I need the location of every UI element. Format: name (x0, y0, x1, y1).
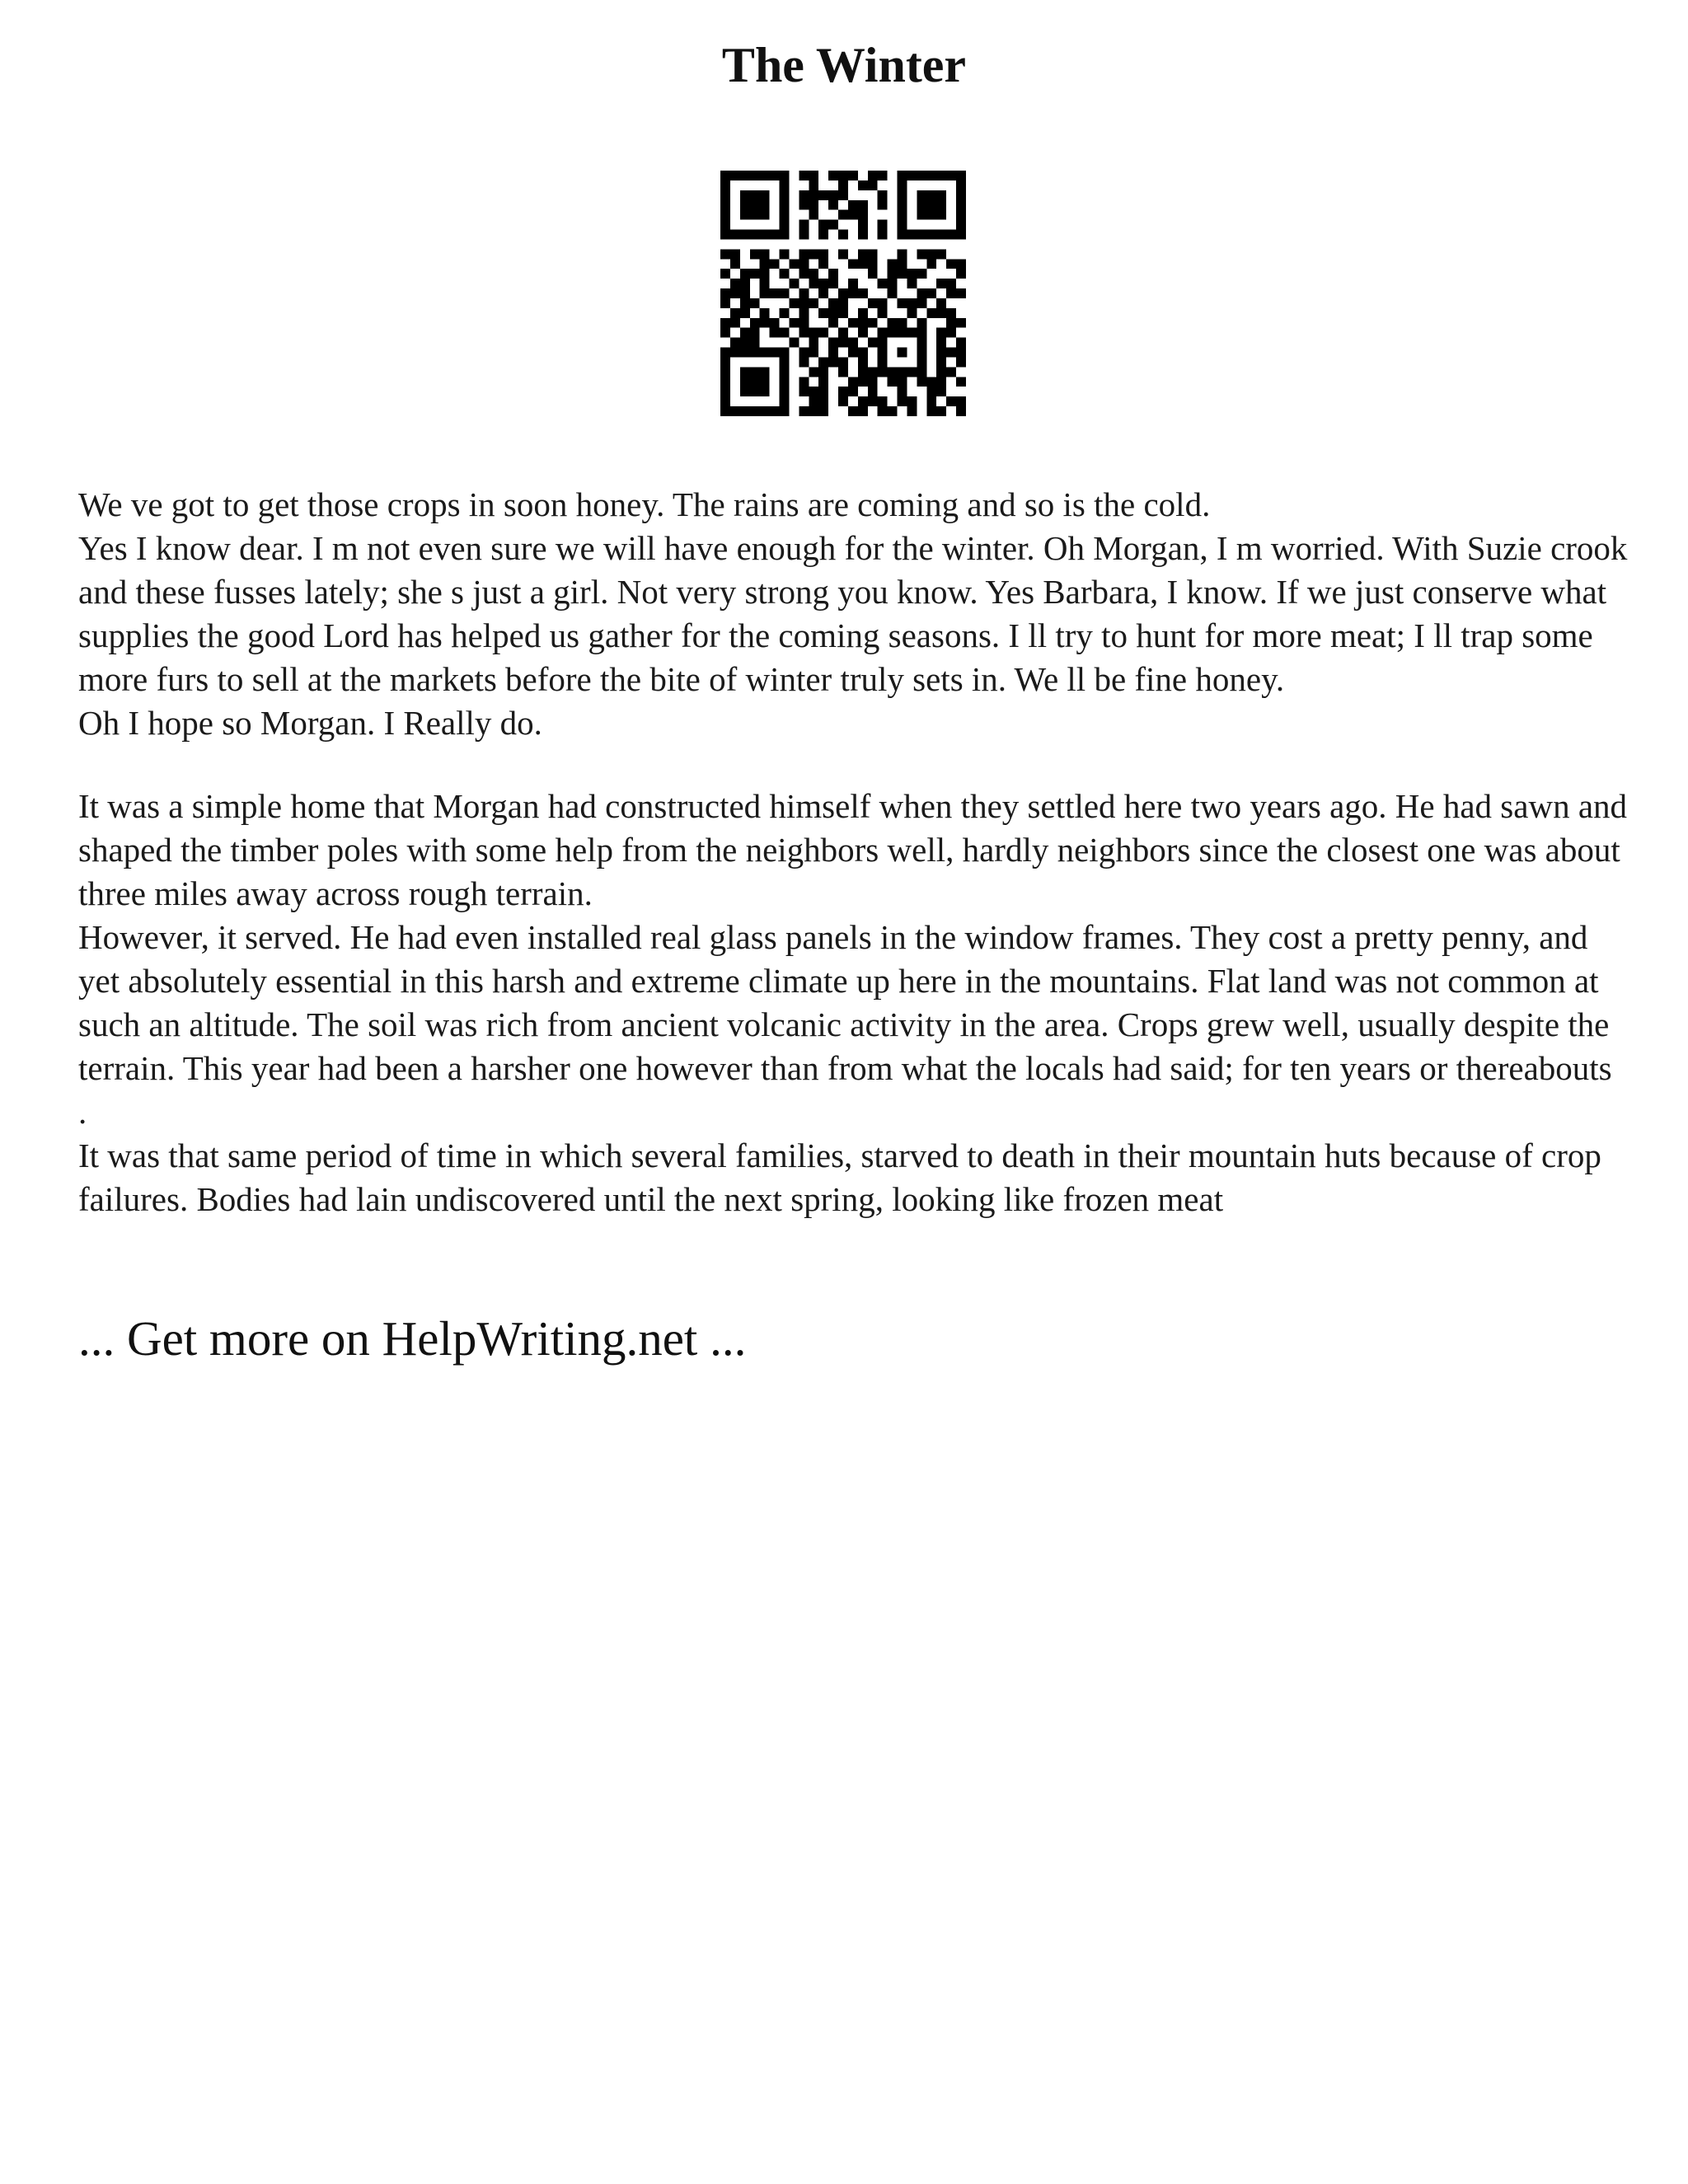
paragraph: However, it served. He had even installed real glass panels in the window frames. They cost a pretty penny, and yet absolutely essential in this harsh and extreme climate up here in the mountains. Flat land was not common at such an altitude. The soil was rich from ancient volcanic activity in the area. Crops grew well, usually despite the terrain. This year had been a harsher one however than from what the locals had said; for ten years or thereabouts . (78, 918, 1612, 1131)
paragraph: We ve got to get those crops in soon honey. The rains are coming and so is the cold. (78, 485, 1211, 523)
qr-code-icon (720, 171, 966, 416)
paragraph: It was that same period of time in which several families, starved to death in their mountain huts because of crop failures. Bodies had lain undiscovered until the next spring, looking like frozen meat (78, 1137, 1601, 1218)
promo-link-text: ... Get more on HelpWriting.net ... (78, 1311, 747, 1366)
paragraph-spacer (78, 745, 1628, 785)
page-title: The Winter (721, 38, 967, 92)
paragraph: It was a simple home that Morgan had constructed himself when they settled here two years ago. He had sawn and shaped the timber poles with some help from the neighbors well, hardly neighbors since the closest one was about three miles away across rough terrain. (78, 787, 1628, 912)
article-body (78, 483, 1628, 1221)
paragraph: Oh I hope so Morgan. I Really do. (78, 704, 542, 742)
paragraph: Yes I know dear. I m not even sure we will have enough for the winter. Oh Morgan, I m worried. With Suzie crook and these fusses lately; she s just a girl. Not very strong you know. Yes Barbara, I know. If we just conserve what supplies the good Lord has helped us gather for the coming seasons. I ll try to hunt for more meat; I ll trap some more furs to sell at the markets before the bite of winter truly sets in. We ll be fine honey. (78, 529, 1628, 698)
